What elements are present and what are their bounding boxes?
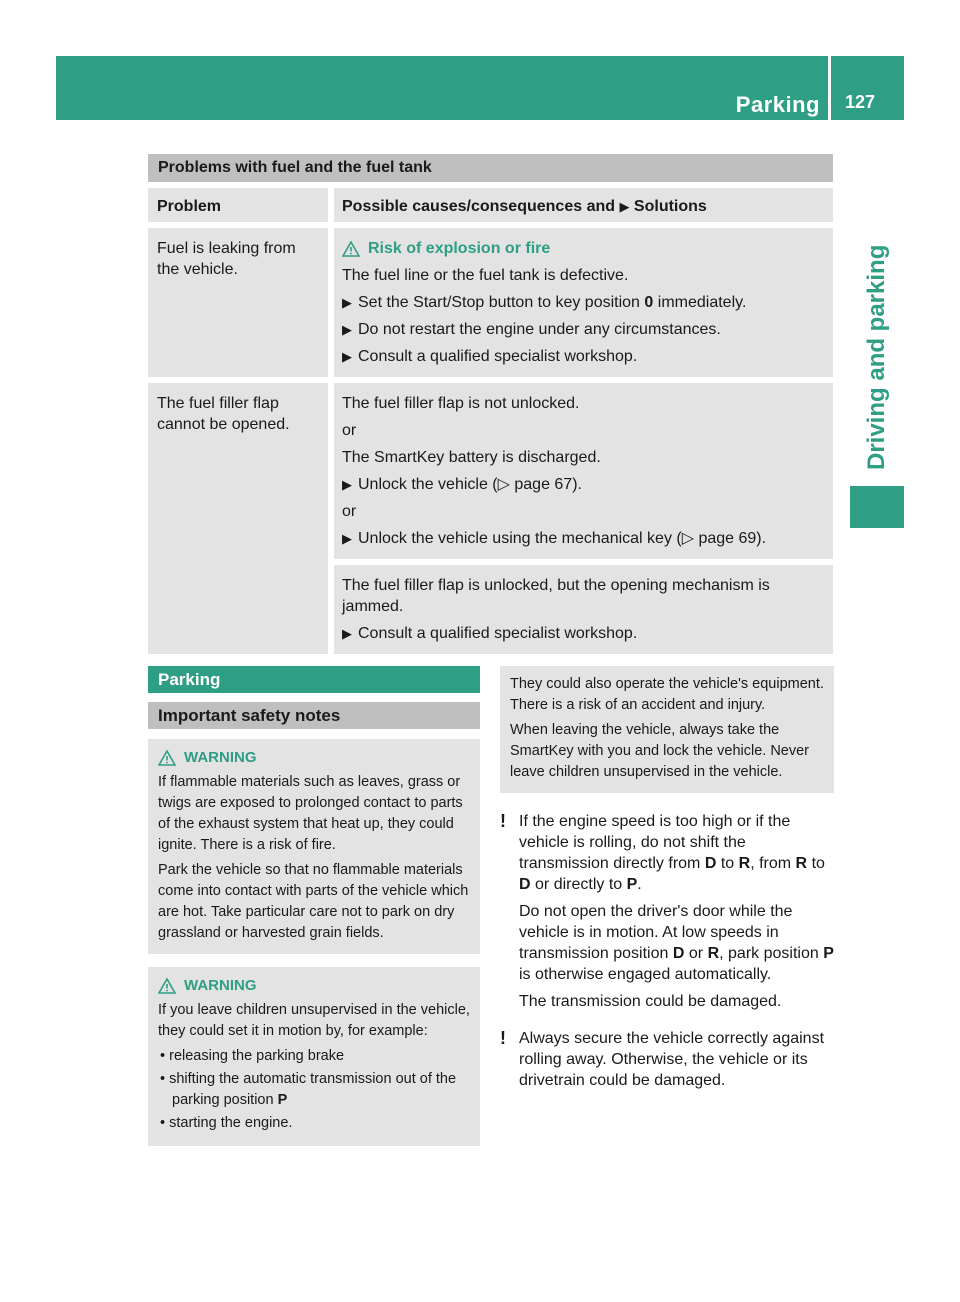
list-item: • shifting the automatic transmission out of the parking position P: [160, 1071, 457, 1108]
warning-box: [148, 967, 480, 1146]
step-text: Unlock the vehicle using the mechanical key (▷ page 69).: [358, 530, 767, 547]
side-tab-label: Driving and parking: [863, 244, 890, 470]
parking-left-column: [148, 666, 480, 1146]
cause-text: The SmartKey battery is discharged.: [342, 449, 601, 466]
solution-cell: [334, 383, 833, 559]
col-header-solutions-post: Solutions: [633, 198, 707, 215]
warning-paragraph: When leaving the vehicle, always take the SmartKey with you and lock the vehicle. Never leave children unsupervised in the vehicle.: [510, 722, 809, 780]
arrow-right-icon: ▶: [619, 199, 630, 214]
step-text: Do not restart the engine under any circumstances.: [358, 321, 721, 338]
list-item-text: releasing the parking brake: [169, 1048, 345, 1064]
warning-text: Risk of explosion or fire: [368, 240, 551, 257]
list-item-bold: P: [277, 1092, 288, 1108]
note-item: [500, 811, 834, 1018]
or-text: or: [342, 503, 357, 520]
note-paragraph: The transmission could be damaged.: [519, 993, 782, 1010]
problem-cell: Fuel is leaking from the vehicle.: [148, 228, 328, 377]
col-header-solutions-pre: Possible causes/consequences and: [342, 198, 616, 215]
cause-text: The fuel filler flap is unlocked, but the opening mechanism is jammed.: [342, 577, 770, 615]
list-item: • starting the engine.: [160, 1115, 293, 1131]
note-body: [519, 811, 834, 1018]
arrow-right-icon: ▶: [342, 477, 352, 492]
warning-triangle-icon: [342, 241, 360, 257]
note-body: [519, 1028, 834, 1097]
arrow-right-icon: ▶: [342, 531, 352, 546]
step-item: [342, 623, 825, 644]
table-header-row: [148, 188, 833, 222]
warning-box: [148, 739, 480, 954]
parking-right-column: [500, 666, 834, 1097]
list-item-text: shifting the automatic transmission out of the parking position: [169, 1071, 457, 1108]
list-item: • releasing the parking brake: [160, 1048, 345, 1064]
step-item: [342, 292, 825, 313]
warning-triangle-icon: [158, 978, 176, 994]
note-paragraph: Always secure the vehicle correctly against rolling away. Otherwise, the vehicle or its drivetrain could be damaged.: [519, 1030, 825, 1089]
side-block: [850, 486, 904, 528]
step-tail: immediately.: [657, 294, 747, 311]
warning-paragraph: They could also operate the vehicle's equipment. There is a risk of an accident and injury.: [510, 676, 824, 713]
col-header-solutions: [334, 188, 833, 222]
note-paragraph: If the engine speed is too high or if the vehicle is rolling, do not shift the transmission directly from D to R, from R to D or directly to P.: [519, 813, 825, 893]
arrow-right-icon: ▶: [342, 295, 352, 310]
solution-group: [334, 383, 833, 654]
step-item: [342, 346, 825, 367]
warning-paragraph: If you leave children unsupervised in the vehicle, they could set it in motion by, for example:: [158, 1002, 470, 1039]
warning-continued-box: [500, 666, 834, 793]
or-text: or: [342, 422, 357, 439]
note-item: [500, 1028, 834, 1097]
page-number-box: [831, 56, 904, 120]
col-header-problem: Problem: [148, 188, 328, 222]
table-title: Problems with fuel and the fuel tank: [148, 154, 833, 182]
arrow-right-icon: ▶: [342, 322, 352, 337]
warning-paragraph: Park the vehicle so that no flammable materials come into contact with parts of the vehicle which are hot. Take particular care not to park on dry grassland or harvested grain fields.: [158, 862, 469, 941]
exclamation-icon: !: [500, 1028, 506, 1048]
section-title: Parking: [148, 666, 480, 693]
table-row: [148, 228, 833, 377]
step-item: [342, 528, 825, 549]
problem-cell: The fuel filler flap cannot be opened.: [148, 383, 328, 654]
warning-heading: [158, 975, 472, 996]
step-text: Unlock the vehicle (▷ page 67).: [358, 476, 582, 493]
step-text: Consult a qualified specialist workshop.: [358, 625, 638, 642]
warning-heading: [342, 238, 825, 259]
arrow-right-icon: ▶: [342, 626, 352, 641]
cause-text: The fuel filler flap is not unlocked.: [342, 395, 580, 412]
fuel-problems-table: [148, 154, 833, 654]
table-row: [148, 383, 833, 654]
solution-cell: [334, 565, 833, 654]
step-bold: 0: [644, 294, 654, 311]
step-item: [342, 319, 825, 340]
header-section-title: Parking: [735, 92, 820, 117]
arrow-right-icon: ▶: [342, 349, 352, 364]
step-text: Consult a qualified specialist workshop.: [358, 348, 638, 365]
step-item: [342, 474, 825, 495]
warning-label: WARNING: [184, 749, 257, 766]
warning-paragraph: If flammable materials such as leaves, grass or twigs are exposed to prolonged contact to parts of the exhaust system that heat up, they could ignite. There is a risk of fire.: [158, 774, 463, 853]
warning-triangle-icon: [158, 750, 176, 766]
cause-text: The fuel line or the fuel tank is defective.: [342, 267, 629, 284]
note-paragraph: Do not open the driver's door while the vehicle is in motion. At low speeds in transmission position D or R, park position P is otherwise engaged automatically.: [519, 903, 834, 983]
warning-label: WARNING: [184, 977, 257, 994]
step-text: Set the Start/Stop button to key position: [358, 294, 640, 311]
list-item-text: starting the engine.: [169, 1115, 293, 1131]
header-bar: [56, 56, 828, 120]
warning-heading: [158, 747, 472, 768]
exclamation-icon: !: [500, 811, 506, 831]
subsection-title: Important safety notes: [148, 702, 480, 729]
side-tab: [850, 135, 904, 470]
solution-cell: [334, 228, 833, 377]
page-number: 127: [845, 92, 876, 112]
